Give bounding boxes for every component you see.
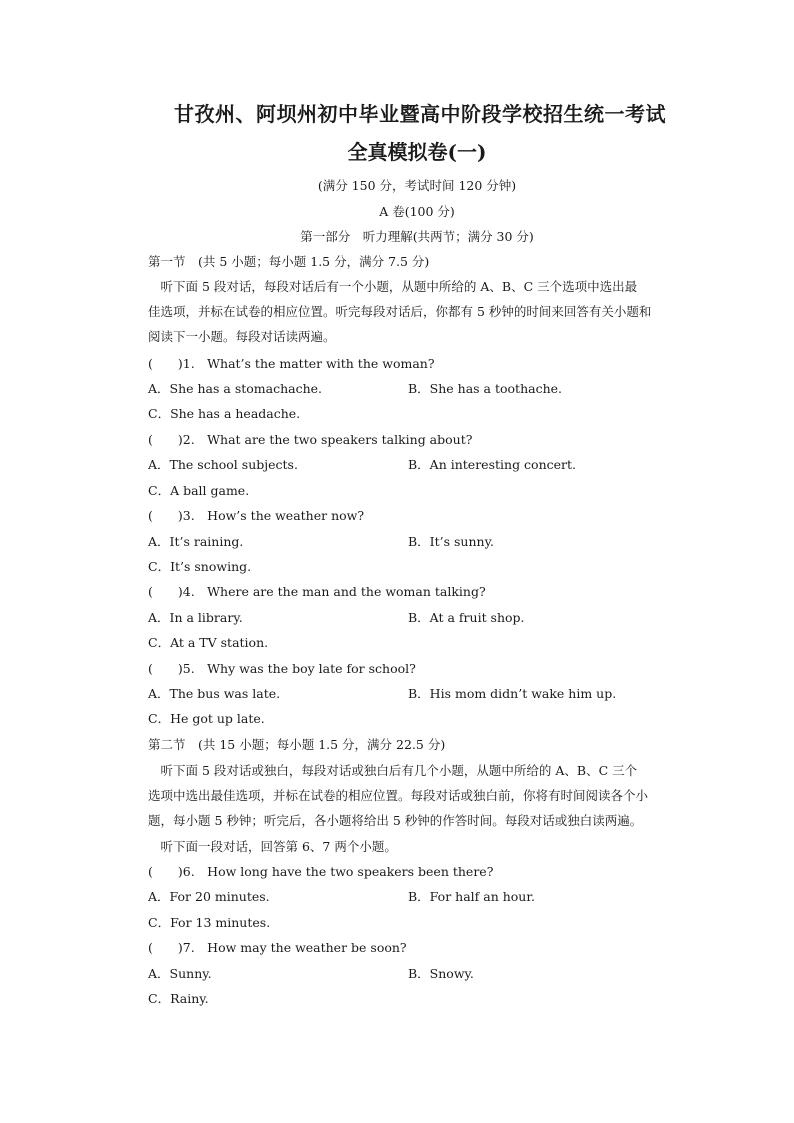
option-a: A．For 20 minutes. — [148, 889, 270, 904]
part-heading: 第一部分 听力理解(共两节；满分 30 分) — [300, 229, 534, 244]
option-c: C．She has a headache. — [148, 406, 301, 421]
option-c: C．It’s snowing. — [148, 559, 252, 574]
question-stem: ( )2. What are the two speakers talking about? — [148, 432, 473, 447]
option-a: A．It’s raining. — [148, 534, 244, 549]
question-stem: ( )7. How may the weather be soon? — [148, 940, 407, 955]
option-b: B．His mom didn’t wake him up. — [408, 686, 617, 701]
exam-title-line2: 全真模拟卷(一) — [347, 140, 487, 164]
option-a: A．The bus was late. — [148, 686, 281, 701]
section2-instruction-2: 选项中选出最佳选项，并标在试卷的相应位置。每段对话或独白前，你将有时间阅读各个小 — [148, 788, 649, 803]
section2-heading: 第二节 (共 15 小题；每小题 1.5 分，满分 22.5 分) — [148, 737, 446, 752]
section1-instruction-3: 阅读下一小题。每段对话读两遍。 — [148, 329, 336, 344]
option-b: B．At a fruit shop. — [408, 610, 525, 625]
option-a: A．Sunny. — [148, 966, 212, 981]
section2-instruction-1: 听下面 5 段对话或独白，每段对话或独白后有几个小题，从题中所给的 A、B、C 三个 — [148, 763, 638, 778]
section1-instruction-2: 佳选项，并标在试卷的相应位置。听完每段对话后，你都有 5 秒钟的时间来回答有关小题和 — [148, 304, 652, 319]
volume-label: A 卷(100 分) — [379, 204, 455, 219]
option-a: A．The school subjects. — [148, 457, 298, 472]
question-stem: ( )4. Where are the man and the woman talking? — [148, 584, 486, 599]
option-c: C．He got up late. — [148, 711, 265, 726]
option-a: A．In a library. — [148, 610, 243, 625]
option-b: B．Snowy. — [408, 966, 474, 981]
section1-heading: 第一节 (共 5 小题；每小题 1.5 分，满分 7.5 分) — [148, 254, 430, 269]
option-c: C．At a TV station. — [148, 635, 269, 650]
exam-title-line1: 甘孜州、阿坝州初中毕业暨高中阶段学校招生统一考试 — [174, 102, 666, 126]
question-stem: ( )3. How’s the weather now? — [148, 508, 365, 523]
option-a: A．She has a stomachache. — [148, 381, 323, 396]
question-stem: ( )1. What’s the matter with the woman? — [148, 356, 435, 371]
option-c: C．For 13 minutes. — [148, 915, 271, 930]
option-b: B．She has a toothache. — [408, 381, 563, 396]
section2-instruction-3: 题，每小题 5 秒钟；听完后，各小题将给出 5 秒钟的作答时间。每段对话或独白读两遍。 — [148, 813, 643, 828]
question-stem: ( )5. Why was the boy late for school? — [148, 661, 416, 676]
option-c: C．A ball game. — [148, 483, 250, 498]
exam-info: (满分 150 分，考试时间 120 分钟) — [317, 178, 517, 193]
section2-sub-instruction: 听下面一段对话，回答第 6、7 两个小题。 — [148, 839, 397, 854]
option-b: B．For half an hour. — [408, 889, 535, 904]
option-c: C．Rainy. — [148, 991, 209, 1006]
question-stem: ( )6. How long have the two speakers been there? — [148, 864, 494, 879]
section1-instruction-1: 听下面 5 段对话，每段对话后有一个小题，从题中所给的 A、B、C 三个选项中选出最 — [148, 279, 638, 294]
option-b: B．It’s sunny. — [408, 534, 494, 549]
option-b: B．An interesting concert. — [408, 457, 576, 472]
